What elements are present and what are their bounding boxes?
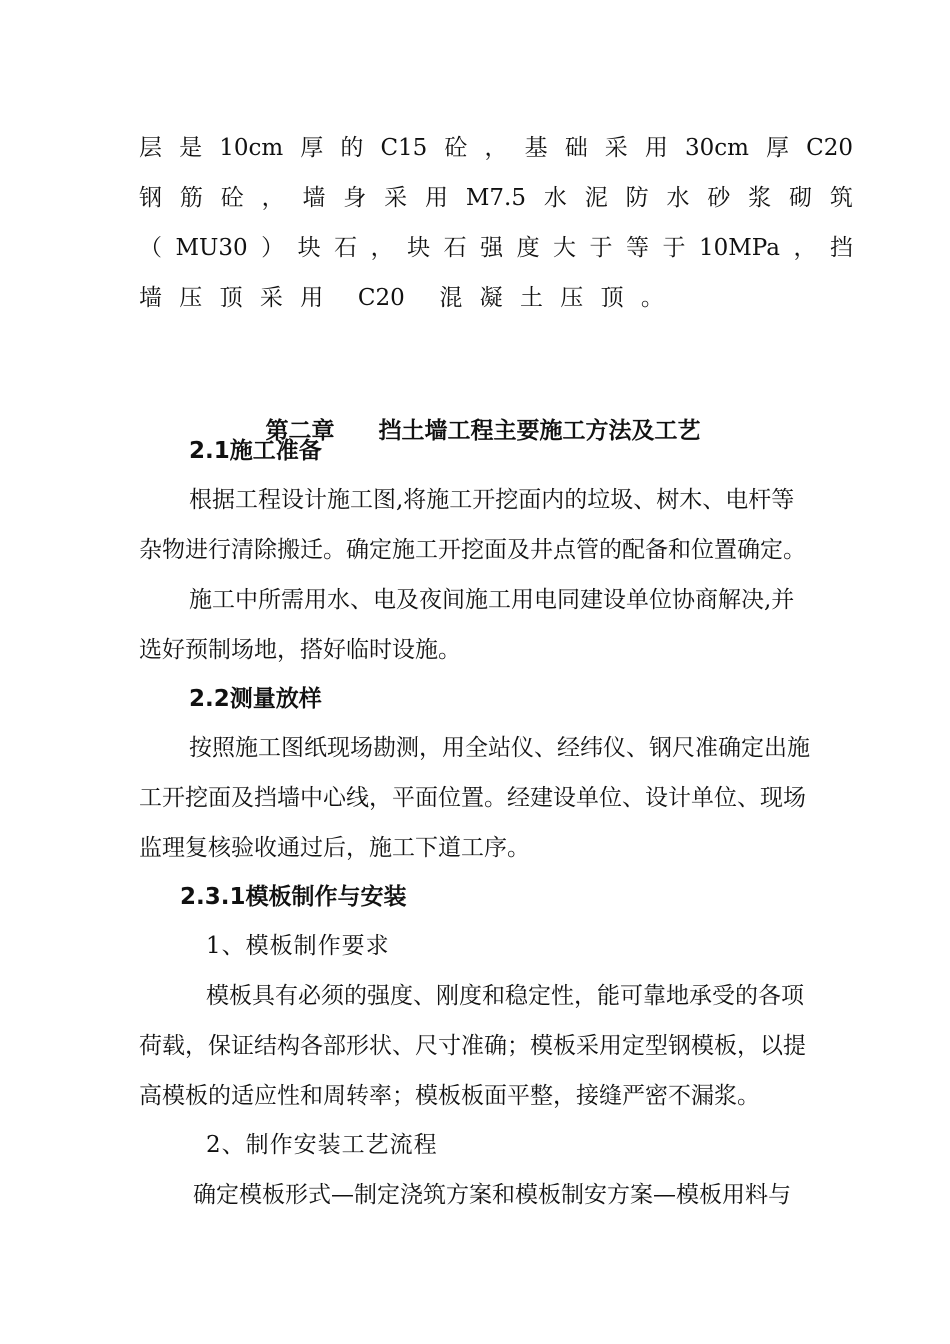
section-2-2-p1-line3: 监理复核验收通过后，施工下道工序。	[139, 835, 530, 861]
text-token: 块	[407, 235, 431, 261]
section-2-1-p1-line2: 杂物进行清除搬迁。确定施工开挖面及井点管的配备和位置确定。	[139, 537, 806, 563]
text-token: 砌	[789, 185, 813, 211]
text-token: 基	[524, 135, 548, 161]
text-token: 挡	[829, 235, 853, 261]
text-token: 厚	[300, 135, 324, 161]
text-token: MU30	[175, 235, 248, 261]
text-token: ）	[261, 235, 285, 261]
text-token: 强	[480, 235, 504, 261]
text-token: 于	[589, 235, 613, 261]
text-token: ，	[793, 235, 817, 261]
text-token: 防	[625, 185, 649, 211]
text-token: 浆	[748, 185, 772, 211]
text-token: 身	[343, 185, 367, 211]
text-token: ，	[261, 185, 285, 211]
text-token: 于	[662, 235, 686, 261]
item-1-line2: 荷载，保证结构各部形状、尺寸准确；模板采用定型钢模板，以提	[139, 1033, 806, 1059]
text-token: 水	[543, 185, 567, 211]
item-1-line3: 高模板的适应性和周转率；模板板面平整，接缝严密不漏浆。	[139, 1083, 760, 1109]
text-token: （	[139, 235, 162, 261]
text-token: 筋	[179, 185, 203, 211]
section-2-1-heading: 2.1施工准备	[189, 438, 322, 464]
section-2-2-p1-line1: 按照施工图纸现场勘测，用全站仪、经纬仪、钢尺准确定出施	[189, 735, 810, 761]
text-token: 10cm	[219, 135, 284, 161]
section-2-1-p2-line1: 施工中所需用水、电及夜间施工用电同建设单位协商解决,并	[189, 587, 795, 613]
text-token: 钢	[139, 185, 162, 211]
chapter-heading	[0, 389, 950, 444]
text-token: 度	[516, 235, 540, 261]
chapter-number: 第二章	[265, 418, 335, 444]
chapter-title: 挡土墙工程主要施工方法及工艺	[378, 418, 701, 444]
text-token: 泥	[584, 185, 608, 211]
para1-line1	[139, 134, 853, 162]
text-token: 筑	[829, 185, 853, 211]
text-token: 大	[553, 235, 577, 261]
item-1-title: 1、模板制作要求	[206, 933, 390, 959]
section-2-1-p1-line1: 根据工程设计施工图,将施工开挖面内的垃圾、树木、电杆等	[189, 487, 795, 513]
section-2-3-1-heading: 2.3.1模板制作与安装	[180, 884, 407, 910]
text-token: 石	[334, 235, 358, 261]
text-token: 水	[666, 185, 690, 211]
para1-line3	[139, 234, 853, 262]
text-token: 等	[626, 235, 650, 261]
text-token: 的	[340, 135, 364, 161]
para1-line4: 墙 压 顶 采 用 C20 混 凝 土 压 顶 。	[139, 285, 664, 311]
text-token: 砼	[220, 185, 244, 211]
item-1-line1: 模板具有必须的强度、刚度和稳定性，能可靠地承受的各项	[206, 983, 804, 1009]
text-token: 层	[139, 135, 162, 161]
text-token: C20	[806, 135, 853, 161]
text-token: 用	[425, 185, 449, 211]
section-2-2-p1-line2: 工开挖面及挡墙中心线，平面位置。经建设单位、设计单位、现场	[139, 785, 806, 811]
section-2-2-heading: 2.2测量放样	[189, 686, 322, 712]
section-2-1-p2-line2: 选好预制场地，搭好临时设施。	[139, 637, 461, 663]
text-token: C15	[380, 135, 428, 161]
text-token: ，	[370, 235, 394, 261]
item-2-line1: 确定模板形式—制定浇筑方案和模板制安方案—模板用料与	[193, 1182, 791, 1208]
text-token: 础	[564, 135, 588, 161]
text-token: 10MPa	[698, 235, 780, 261]
text-token: 块	[297, 235, 321, 261]
text-token: ，	[484, 135, 508, 161]
item-2-title: 2、制作安装工艺流程	[206, 1132, 438, 1158]
text-token: 采	[384, 185, 408, 211]
text-token: 30cm	[684, 135, 749, 161]
text-token: 砼	[444, 135, 468, 161]
text-token: 石	[443, 235, 467, 261]
text-token: 墙	[302, 185, 326, 211]
text-token: 用	[644, 135, 668, 161]
text-token: 砂	[707, 185, 731, 211]
text-token: M7.5	[465, 185, 527, 211]
text-token: 采	[604, 135, 628, 161]
para1-line2	[139, 184, 853, 212]
text-token: 厚	[766, 135, 790, 161]
text-token: 是	[179, 135, 203, 161]
